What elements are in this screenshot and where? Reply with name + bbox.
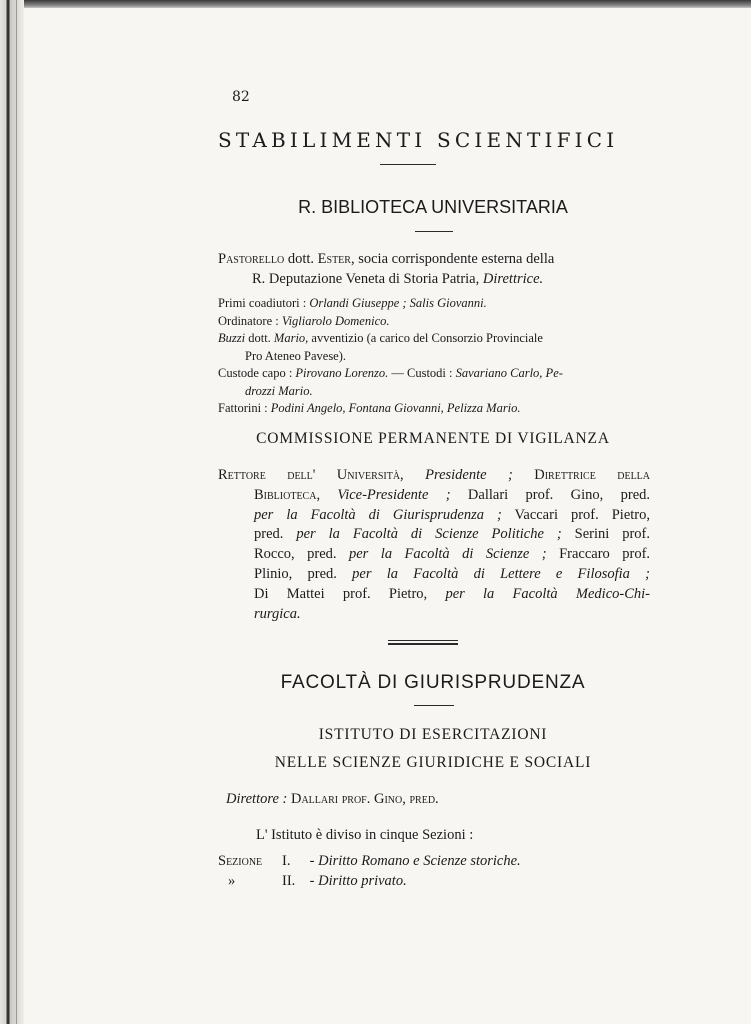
section-name: Diritto privato. — [318, 872, 407, 889]
staff-label: Fattorini : — [218, 401, 268, 415]
title-rule — [380, 164, 436, 165]
commission-role: per la Facoltà Medico-Chi- — [445, 585, 651, 602]
section-divider-top — [388, 640, 458, 641]
staff-label: Ordinatore : — [218, 313, 279, 328]
section-number: II. — [282, 872, 296, 889]
director-desc: , socia corrispondente esterna della — [350, 251, 555, 267]
staff-line — [218, 400, 650, 418]
staff-label: Custode capo : — [218, 366, 293, 380]
director-title: dott. — [287, 251, 315, 267]
commission-member: pred. — [254, 526, 284, 543]
commission-member: Dallari prof. Gino, pred. — [467, 486, 650, 503]
institute-director — [226, 790, 658, 810]
staff-line — [218, 295, 650, 313]
library-director — [218, 250, 650, 289]
commission-member: Fraccaro prof. — [559, 546, 651, 563]
director-name: Dallari prof. Gino, pred. — [290, 791, 439, 807]
section-dash: - — [309, 853, 315, 869]
faculty-heading: FACOLTÀ DI GIURISPRUDENZA — [280, 672, 586, 693]
section-divider-bottom — [388, 643, 458, 645]
commission-member: Biblioteca, — [254, 486, 321, 503]
commission-member: Di Mattei prof. Pietro, — [254, 585, 428, 602]
staff-line — [218, 313, 650, 331]
staff-label: Primi coadiutori : — [218, 296, 307, 310]
staff-desc-cont: Pro Ateneo Pavese). — [245, 348, 347, 363]
staff-label: — Custodi : — [391, 366, 453, 380]
section-number: I. — [282, 853, 291, 869]
staff-names: drozzi Mario. — [245, 383, 313, 398]
commission-role: Presidente ; — [425, 467, 513, 483]
commission-role: per la Facoltà di Scienze Politiche ; — [296, 526, 562, 543]
staff-line — [218, 365, 650, 383]
commission-role: per la Facoltà di Giurisprudenza ; — [254, 506, 502, 523]
faculty-rule — [414, 705, 454, 706]
commission-role: per la Facoltà di Lettere e Filosofia ; — [352, 565, 650, 582]
staff-surname: Buzzi — [218, 331, 246, 345]
commission-member: Rocco, pred. — [254, 546, 337, 563]
director-line2: R. Deputazione Veneta di Storia Patria, — [252, 270, 480, 287]
staff-names: Orlandi Giuseppe ; Salis Giovanni. — [309, 296, 487, 310]
commission-heading: COMMISSIONE PERMANENTE DI VIGILANZA — [256, 430, 610, 447]
sections-list — [218, 852, 650, 891]
section-prefix: » — [228, 872, 236, 889]
staff-names: Podini Angelo, Fontana Giovanni, Pelizza Mario. — [270, 401, 521, 415]
section-name: Diritto Romano e Scienze storiche. — [318, 853, 521, 869]
staff-first-name: Mario, — [273, 331, 309, 345]
institute-line-2: NELLE SCIENZE GIURIDICHE E SOCIALI — [274, 754, 592, 771]
section-dash: - — [309, 872, 315, 889]
staff-names: Pirovano Lorenzo. — [295, 366, 389, 380]
commission-role: per la Facoltà di Scienze ; — [349, 546, 547, 563]
staff-line — [218, 330, 650, 348]
commission-role: rurgica. — [254, 605, 301, 622]
staff-desc: avventizio (a carico del Consorzio Provinciale — [311, 331, 543, 345]
director-role: Direttrice. — [482, 270, 544, 287]
section-item — [218, 852, 650, 872]
staff-title: dott. — [248, 331, 271, 345]
staff-names: Vigliarolo Domenico. — [281, 313, 390, 328]
commission-text — [218, 466, 650, 624]
page-title: STABILIMENTI SCIENTIFICI — [218, 128, 619, 152]
library-rule — [415, 231, 453, 232]
commission-member: Rettore dell' Università, — [218, 467, 404, 483]
section-item — [218, 872, 650, 892]
director-first-name: Ester — [317, 251, 351, 267]
commission-member: Plinio, pred. — [254, 565, 337, 582]
section-prefix: Sezione — [218, 853, 263, 869]
director-label: Direttore : — [226, 791, 288, 807]
director-surname: Pastorello — [218, 251, 285, 267]
staff-names: Savariano Carlo, Pe- — [455, 366, 563, 380]
sections-intro: L' Istituto è diviso in cinque Sezioni : — [256, 827, 474, 843]
commission-member: Direttrice della — [534, 467, 651, 483]
page-number: 82 — [232, 89, 250, 105]
commission-role: Vice-Presidente ; — [337, 486, 451, 503]
library-heading: R. BIBLIOTECA UNIVERSITARIA — [298, 197, 568, 217]
institute-line-1: ISTITUTO DI ESERCITAZIONI — [318, 726, 548, 743]
commission-member: Vaccari prof. Pietro, — [514, 506, 650, 523]
commission-member: Serini prof. — [574, 526, 651, 543]
library-staff — [218, 295, 650, 418]
staff-line-cont — [218, 383, 650, 401]
